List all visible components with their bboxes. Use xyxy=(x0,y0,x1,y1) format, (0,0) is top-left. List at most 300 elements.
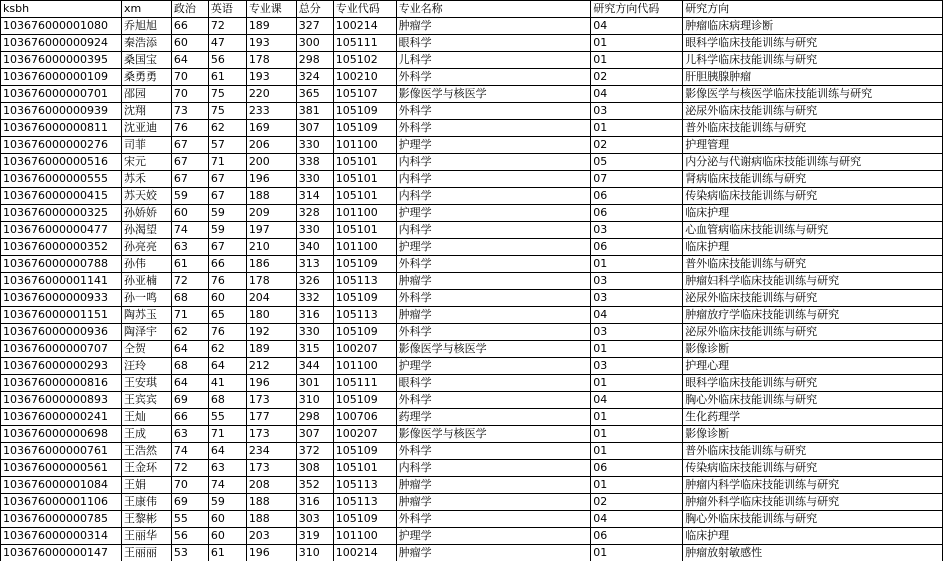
cell-english[interactable]: 64 xyxy=(208,443,246,460)
cell-major-name[interactable]: 外科学 xyxy=(396,69,591,86)
cell-major-name[interactable]: 护理学 xyxy=(396,358,591,375)
cell-direction[interactable]: 肿瘤放疗学临床技能训练与研究 xyxy=(683,307,943,324)
cell-direction-code[interactable]: 06 xyxy=(591,460,683,477)
cell-major-code[interactable]: 105113 xyxy=(333,273,396,290)
cell-direction[interactable]: 泌尿外临床技能训练与研究 xyxy=(683,290,943,307)
cell-major-course[interactable]: 212 xyxy=(246,358,296,375)
cell-direction-code[interactable]: 04 xyxy=(591,392,683,409)
cell-total[interactable]: 307 xyxy=(296,426,333,443)
cell-english[interactable]: 67 xyxy=(208,239,246,256)
cell-major-course[interactable]: 196 xyxy=(246,171,296,188)
cell-politics[interactable]: 67 xyxy=(171,154,208,171)
cell-major-course[interactable]: 186 xyxy=(246,256,296,273)
cell-total[interactable]: 314 xyxy=(296,188,333,205)
cell-ksbh[interactable]: 103676000000516 xyxy=(1,154,122,171)
cell-english[interactable]: 62 xyxy=(208,341,246,358)
cell-direction-code[interactable]: 01 xyxy=(591,120,683,137)
cell-major-code[interactable]: 105111 xyxy=(333,375,396,392)
cell-direction-code[interactable]: 04 xyxy=(591,18,683,35)
cell-ksbh[interactable]: 103676000001151 xyxy=(1,307,122,324)
cell-major-code[interactable]: 101100 xyxy=(333,528,396,545)
cell-total[interactable]: 352 xyxy=(296,477,333,494)
cell-ksbh[interactable]: 103676000000924 xyxy=(1,35,122,52)
cell-ksbh[interactable]: 103676000000147 xyxy=(1,545,122,561)
cell-major-code[interactable]: 105109 xyxy=(333,290,396,307)
cell-direction-code[interactable]: 03 xyxy=(591,290,683,307)
cell-xm[interactable]: 秦浩添 xyxy=(121,35,171,52)
cell-english[interactable]: 68 xyxy=(208,392,246,409)
cell-major-course[interactable]: 188 xyxy=(246,188,296,205)
cell-direction[interactable]: 临床护理 xyxy=(683,239,943,256)
cell-major-course[interactable]: 196 xyxy=(246,545,296,561)
cell-major-name[interactable]: 外科学 xyxy=(396,324,591,341)
cell-direction-code[interactable]: 03 xyxy=(591,222,683,239)
cell-direction[interactable]: 胸心外临床技能训练与研究 xyxy=(683,392,943,409)
cell-english[interactable]: 66 xyxy=(208,256,246,273)
cell-total[interactable]: 328 xyxy=(296,205,333,222)
cell-total[interactable]: 372 xyxy=(296,443,333,460)
cell-direction-code[interactable]: 01 xyxy=(591,545,683,561)
cell-major-course[interactable]: 180 xyxy=(246,307,296,324)
cell-english[interactable]: 60 xyxy=(208,528,246,545)
cell-politics[interactable]: 63 xyxy=(171,239,208,256)
cell-major-name[interactable]: 肿瘤学 xyxy=(396,273,591,290)
cell-ksbh[interactable]: 103676000001141 xyxy=(1,273,122,290)
cell-major-course[interactable]: 188 xyxy=(246,494,296,511)
cell-ksbh[interactable]: 103676000001080 xyxy=(1,18,122,35)
cell-ksbh[interactable]: 103676000000352 xyxy=(1,239,122,256)
cell-major-name[interactable]: 外科学 xyxy=(396,290,591,307)
cell-major-course[interactable]: 204 xyxy=(246,290,296,307)
cell-direction[interactable]: 内分泌与代谢病临床技能训练与研究 xyxy=(683,154,943,171)
cell-ksbh[interactable]: 103676000000241 xyxy=(1,409,122,426)
cell-major-code[interactable]: 105111 xyxy=(333,35,396,52)
cell-xm[interactable]: 王丽丽 xyxy=(121,545,171,561)
cell-direction-code[interactable]: 01 xyxy=(591,375,683,392)
cell-english[interactable]: 71 xyxy=(208,154,246,171)
cell-direction-code[interactable]: 03 xyxy=(591,103,683,120)
cell-politics[interactable]: 73 xyxy=(171,103,208,120)
cell-politics[interactable]: 68 xyxy=(171,290,208,307)
cell-total[interactable]: 315 xyxy=(296,341,333,358)
cell-xm[interactable]: 桑勇勇 xyxy=(121,69,171,86)
cell-major-code[interactable]: 105109 xyxy=(333,256,396,273)
cell-total[interactable]: 298 xyxy=(296,409,333,426)
cell-direction-code[interactable]: 03 xyxy=(591,324,683,341)
header-cell-politics[interactable]: 政治 xyxy=(171,1,208,18)
cell-major-code[interactable]: 105109 xyxy=(333,392,396,409)
cell-major-course[interactable]: 178 xyxy=(246,52,296,69)
cell-xm[interactable]: 王成 xyxy=(121,426,171,443)
cell-english[interactable]: 65 xyxy=(208,307,246,324)
cell-direction[interactable]: 心血管病临床技能训练与研究 xyxy=(683,222,943,239)
cell-direction[interactable]: 眼科学临床技能训练与研究 xyxy=(683,35,943,52)
cell-major-code[interactable]: 105109 xyxy=(333,103,396,120)
cell-total[interactable]: 310 xyxy=(296,545,333,561)
cell-major-course[interactable]: 192 xyxy=(246,324,296,341)
cell-xm[interactable]: 王安琪 xyxy=(121,375,171,392)
cell-english[interactable]: 56 xyxy=(208,52,246,69)
cell-direction[interactable]: 肝胆胰腺肿瘤 xyxy=(683,69,943,86)
cell-major-course[interactable]: 220 xyxy=(246,86,296,103)
cell-total[interactable]: 316 xyxy=(296,307,333,324)
cell-major-course[interactable]: 189 xyxy=(246,341,296,358)
cell-major-code[interactable]: 105101 xyxy=(333,171,396,188)
cell-english[interactable]: 71 xyxy=(208,426,246,443)
cell-xm[interactable]: 桑国宝 xyxy=(121,52,171,69)
cell-major-code[interactable]: 100214 xyxy=(333,545,396,561)
cell-major-name[interactable]: 护理学 xyxy=(396,137,591,154)
cell-xm[interactable]: 沈翔 xyxy=(121,103,171,120)
cell-direction[interactable]: 普外临床技能训练与研究 xyxy=(683,443,943,460)
cell-english[interactable]: 67 xyxy=(208,171,246,188)
cell-major-code[interactable]: 105107 xyxy=(333,86,396,103)
cell-ksbh[interactable]: 103676000000561 xyxy=(1,460,122,477)
header-cell-major-name[interactable]: 专业名称 xyxy=(396,1,591,18)
cell-politics[interactable]: 68 xyxy=(171,358,208,375)
cell-ksbh[interactable]: 103676000000325 xyxy=(1,205,122,222)
cell-total[interactable]: 313 xyxy=(296,256,333,273)
cell-direction[interactable]: 临床护理 xyxy=(683,528,943,545)
cell-major-name[interactable]: 护理学 xyxy=(396,239,591,256)
cell-politics[interactable]: 69 xyxy=(171,392,208,409)
cell-major-code[interactable]: 105101 xyxy=(333,154,396,171)
cell-english[interactable]: 41 xyxy=(208,375,246,392)
cell-major-name[interactable]: 外科学 xyxy=(396,443,591,460)
cell-major-name[interactable]: 内科学 xyxy=(396,460,591,477)
cell-english[interactable]: 74 xyxy=(208,477,246,494)
cell-major-course[interactable]: 193 xyxy=(246,35,296,52)
cell-major-code[interactable]: 105101 xyxy=(333,460,396,477)
cell-politics[interactable]: 74 xyxy=(171,443,208,460)
cell-major-code[interactable]: 100706 xyxy=(333,409,396,426)
cell-direction[interactable]: 生化药理学 xyxy=(683,409,943,426)
cell-xm[interactable]: 沈亚迪 xyxy=(121,120,171,137)
cell-major-name[interactable]: 肿瘤学 xyxy=(396,477,591,494)
cell-total[interactable]: 344 xyxy=(296,358,333,375)
cell-total[interactable]: 298 xyxy=(296,52,333,69)
cell-xm[interactable]: 王丽华 xyxy=(121,528,171,545)
cell-politics[interactable]: 63 xyxy=(171,426,208,443)
cell-major-course[interactable]: 173 xyxy=(246,460,296,477)
cell-ksbh[interactable]: 103676000000276 xyxy=(1,137,122,154)
cell-total[interactable]: 308 xyxy=(296,460,333,477)
cell-direction-code[interactable]: 04 xyxy=(591,86,683,103)
cell-major-name[interactable]: 护理学 xyxy=(396,205,591,222)
cell-major-code[interactable]: 105109 xyxy=(333,324,396,341)
cell-major-name[interactable]: 内科学 xyxy=(396,188,591,205)
cell-xm[interactable]: 陶苏玉 xyxy=(121,307,171,324)
cell-major-code[interactable]: 105101 xyxy=(333,188,396,205)
cell-direction[interactable]: 肿瘤放射敏感性 xyxy=(683,545,943,561)
cell-major-name[interactable]: 眼科学 xyxy=(396,35,591,52)
cell-xm[interactable]: 苏禾 xyxy=(121,171,171,188)
cell-direction-code[interactable]: 02 xyxy=(591,69,683,86)
cell-politics[interactable]: 60 xyxy=(171,205,208,222)
cell-english[interactable]: 67 xyxy=(208,188,246,205)
cell-politics[interactable]: 70 xyxy=(171,86,208,103)
cell-direction[interactable]: 泌尿外临床技能训练与研究 xyxy=(683,103,943,120)
cell-xm[interactable]: 孙一鸣 xyxy=(121,290,171,307)
cell-major-code[interactable]: 100210 xyxy=(333,69,396,86)
cell-politics[interactable]: 72 xyxy=(171,460,208,477)
cell-major-name[interactable]: 药理学 xyxy=(396,409,591,426)
cell-ksbh[interactable]: 103676000000555 xyxy=(1,171,122,188)
cell-direction-code[interactable]: 03 xyxy=(591,273,683,290)
cell-politics[interactable]: 76 xyxy=(171,120,208,137)
cell-ksbh[interactable]: 103676000000293 xyxy=(1,358,122,375)
cell-ksbh[interactable]: 103676000000893 xyxy=(1,392,122,409)
cell-total[interactable]: 330 xyxy=(296,324,333,341)
cell-major-name[interactable]: 外科学 xyxy=(396,392,591,409)
cell-major-course[interactable]: 173 xyxy=(246,426,296,443)
cell-direction[interactable]: 普外临床技能训练与研究 xyxy=(683,120,943,137)
cell-english[interactable]: 57 xyxy=(208,137,246,154)
cell-major-course[interactable]: 196 xyxy=(246,375,296,392)
header-cell-total[interactable]: 总分 xyxy=(296,1,333,18)
cell-english[interactable]: 64 xyxy=(208,358,246,375)
cell-english[interactable]: 59 xyxy=(208,494,246,511)
cell-total[interactable]: 319 xyxy=(296,528,333,545)
cell-ksbh[interactable]: 103676000000395 xyxy=(1,52,122,69)
cell-english[interactable]: 75 xyxy=(208,86,246,103)
cell-politics[interactable]: 53 xyxy=(171,545,208,561)
header-cell-ksbh[interactable]: ksbh xyxy=(1,1,122,18)
cell-direction-code[interactable]: 06 xyxy=(591,528,683,545)
cell-direction[interactable]: 肿瘤外科学临床技能训练与研究 xyxy=(683,494,943,511)
cell-major-course[interactable]: 209 xyxy=(246,205,296,222)
cell-total[interactable]: 310 xyxy=(296,392,333,409)
cell-xm[interactable]: 孙伟 xyxy=(121,256,171,273)
cell-major-code[interactable]: 105109 xyxy=(333,511,396,528)
cell-major-name[interactable]: 内科学 xyxy=(396,171,591,188)
cell-major-name[interactable]: 影像医学与核医学 xyxy=(396,426,591,443)
cell-politics[interactable]: 69 xyxy=(171,494,208,511)
cell-ksbh[interactable]: 103676000000788 xyxy=(1,256,122,273)
cell-direction-code[interactable]: 06 xyxy=(591,239,683,256)
cell-english[interactable]: 47 xyxy=(208,35,246,52)
cell-major-code[interactable]: 101100 xyxy=(333,137,396,154)
cell-total[interactable]: 330 xyxy=(296,171,333,188)
cell-direction[interactable]: 肿瘤内科学临床技能训练与研究 xyxy=(683,477,943,494)
cell-politics[interactable]: 56 xyxy=(171,528,208,545)
cell-politics[interactable]: 64 xyxy=(171,375,208,392)
cell-english[interactable]: 59 xyxy=(208,222,246,239)
cell-total[interactable]: 332 xyxy=(296,290,333,307)
cell-english[interactable]: 76 xyxy=(208,273,246,290)
cell-direction[interactable]: 胸心外临床技能训练与研究 xyxy=(683,511,943,528)
cell-total[interactable]: 303 xyxy=(296,511,333,528)
cell-xm[interactable]: 陶泽宇 xyxy=(121,324,171,341)
cell-direction-code[interactable]: 01 xyxy=(591,477,683,494)
cell-english[interactable]: 61 xyxy=(208,545,246,561)
cell-direction-code[interactable]: 01 xyxy=(591,52,683,69)
cell-major-course[interactable]: 197 xyxy=(246,222,296,239)
cell-politics[interactable]: 66 xyxy=(171,18,208,35)
cell-ksbh[interactable]: 103676000001084 xyxy=(1,477,122,494)
cell-total[interactable]: 307 xyxy=(296,120,333,137)
cell-direction[interactable]: 护理管理 xyxy=(683,137,943,154)
cell-major-course[interactable]: 234 xyxy=(246,443,296,460)
cell-ksbh[interactable]: 103676000000415 xyxy=(1,188,122,205)
cell-direction-code[interactable]: 01 xyxy=(591,256,683,273)
cell-direction[interactable]: 儿科学临床技能训练与研究 xyxy=(683,52,943,69)
cell-major-course[interactable]: 193 xyxy=(246,69,296,86)
cell-direction[interactable]: 普外临床技能训练与研究 xyxy=(683,256,943,273)
cell-major-course[interactable]: 210 xyxy=(246,239,296,256)
header-cell-major-course[interactable]: 专业课 xyxy=(246,1,296,18)
cell-xm[interactable]: 仝贺 xyxy=(121,341,171,358)
cell-ksbh[interactable]: 103676000000936 xyxy=(1,324,122,341)
cell-total[interactable]: 340 xyxy=(296,239,333,256)
cell-direction[interactable]: 影像诊断 xyxy=(683,426,943,443)
header-cell-xm[interactable]: xm xyxy=(121,1,171,18)
cell-politics[interactable]: 60 xyxy=(171,35,208,52)
cell-politics[interactable]: 64 xyxy=(171,52,208,69)
cell-major-name[interactable]: 肿瘤学 xyxy=(396,307,591,324)
cell-xm[interactable]: 王黎彬 xyxy=(121,511,171,528)
cell-direction-code[interactable]: 02 xyxy=(591,494,683,511)
cell-direction-code[interactable]: 04 xyxy=(591,511,683,528)
cell-direction[interactable]: 肿瘤妇科学临床技能训练与研究 xyxy=(683,273,943,290)
cell-major-code[interactable]: 105113 xyxy=(333,477,396,494)
cell-politics[interactable]: 55 xyxy=(171,511,208,528)
cell-major-name[interactable]: 外科学 xyxy=(396,511,591,528)
cell-direction[interactable]: 临床护理 xyxy=(683,205,943,222)
cell-major-course[interactable]: 177 xyxy=(246,409,296,426)
cell-ksbh[interactable]: 103676000000811 xyxy=(1,120,122,137)
cell-politics[interactable]: 67 xyxy=(171,171,208,188)
cell-ksbh[interactable]: 103676000000477 xyxy=(1,222,122,239)
cell-direction-code[interactable]: 01 xyxy=(591,426,683,443)
cell-major-code[interactable]: 100214 xyxy=(333,18,396,35)
cell-direction-code[interactable]: 06 xyxy=(591,188,683,205)
header-cell-direction-code[interactable]: 研究方向代码 xyxy=(591,1,683,18)
cell-ksbh[interactable]: 103676000000785 xyxy=(1,511,122,528)
cell-direction-code[interactable]: 07 xyxy=(591,171,683,188)
cell-xm[interactable]: 王宾宾 xyxy=(121,392,171,409)
cell-major-name[interactable]: 内科学 xyxy=(396,154,591,171)
cell-direction[interactable]: 眼科学临床技能训练与研究 xyxy=(683,375,943,392)
cell-major-code[interactable]: 101100 xyxy=(333,239,396,256)
cell-major-name[interactable]: 外科学 xyxy=(396,103,591,120)
cell-english[interactable]: 75 xyxy=(208,103,246,120)
cell-english[interactable]: 61 xyxy=(208,69,246,86)
cell-major-name[interactable]: 影像医学与核医学 xyxy=(396,341,591,358)
cell-major-course[interactable]: 189 xyxy=(246,18,296,35)
cell-total[interactable]: 324 xyxy=(296,69,333,86)
cell-english[interactable]: 72 xyxy=(208,18,246,35)
cell-major-code[interactable]: 105101 xyxy=(333,222,396,239)
cell-politics[interactable]: 66 xyxy=(171,409,208,426)
cell-direction[interactable]: 影像医学与核医学临床技能训练与研究 xyxy=(683,86,943,103)
cell-english[interactable]: 76 xyxy=(208,324,246,341)
cell-major-course[interactable]: 169 xyxy=(246,120,296,137)
cell-direction-code[interactable]: 01 xyxy=(591,341,683,358)
cell-xm[interactable]: 王浩然 xyxy=(121,443,171,460)
cell-xm[interactable]: 孙亮亮 xyxy=(121,239,171,256)
cell-major-name[interactable]: 儿科学 xyxy=(396,52,591,69)
cell-major-course[interactable]: 188 xyxy=(246,511,296,528)
cell-direction[interactable]: 传染病临床技能训练与研究 xyxy=(683,188,943,205)
cell-major-course[interactable]: 206 xyxy=(246,137,296,154)
cell-direction[interactable]: 肾病临床技能训练与研究 xyxy=(683,171,943,188)
cell-xm[interactable]: 邵园 xyxy=(121,86,171,103)
cell-total[interactable]: 301 xyxy=(296,375,333,392)
cell-politics[interactable]: 59 xyxy=(171,188,208,205)
cell-total[interactable]: 326 xyxy=(296,273,333,290)
cell-major-code[interactable]: 105109 xyxy=(333,443,396,460)
cell-major-course[interactable]: 173 xyxy=(246,392,296,409)
cell-major-code[interactable]: 105109 xyxy=(333,120,396,137)
cell-politics[interactable]: 62 xyxy=(171,324,208,341)
cell-direction-code[interactable]: 03 xyxy=(591,358,683,375)
cell-total[interactable]: 330 xyxy=(296,222,333,239)
cell-ksbh[interactable]: 103676000000698 xyxy=(1,426,122,443)
cell-direction-code[interactable]: 01 xyxy=(591,35,683,52)
cell-xm[interactable]: 王娟 xyxy=(121,477,171,494)
header-cell-direction[interactable]: 研究方向 xyxy=(683,1,943,18)
cell-ksbh[interactable]: 103676000000707 xyxy=(1,341,122,358)
cell-ksbh[interactable]: 103676000000939 xyxy=(1,103,122,120)
cell-xm[interactable]: 汪玲 xyxy=(121,358,171,375)
cell-xm[interactable]: 孙渴望 xyxy=(121,222,171,239)
cell-direction-code[interactable]: 01 xyxy=(591,409,683,426)
cell-major-name[interactable]: 肿瘤学 xyxy=(396,18,591,35)
cell-major-name[interactable]: 眼科学 xyxy=(396,375,591,392)
cell-direction-code[interactable]: 02 xyxy=(591,137,683,154)
cell-major-course[interactable]: 203 xyxy=(246,528,296,545)
cell-direction-code[interactable]: 06 xyxy=(591,205,683,222)
cell-english[interactable]: 62 xyxy=(208,120,246,137)
cell-xm[interactable]: 孙娇娇 xyxy=(121,205,171,222)
cell-total[interactable]: 365 xyxy=(296,86,333,103)
cell-major-name[interactable]: 护理学 xyxy=(396,528,591,545)
cell-politics[interactable]: 67 xyxy=(171,137,208,154)
cell-ksbh[interactable]: 103676000000816 xyxy=(1,375,122,392)
cell-english[interactable]: 63 xyxy=(208,460,246,477)
cell-xm[interactable]: 王灿 xyxy=(121,409,171,426)
cell-politics[interactable]: 64 xyxy=(171,341,208,358)
cell-xm[interactable]: 孙亚楠 xyxy=(121,273,171,290)
cell-major-code[interactable]: 100207 xyxy=(333,341,396,358)
cell-total[interactable]: 300 xyxy=(296,35,333,52)
cell-major-course[interactable]: 200 xyxy=(246,154,296,171)
cell-major-code[interactable]: 105113 xyxy=(333,307,396,324)
cell-direction[interactable]: 护理心理 xyxy=(683,358,943,375)
cell-ksbh[interactable]: 103676000000314 xyxy=(1,528,122,545)
cell-major-name[interactable]: 内科学 xyxy=(396,222,591,239)
cell-english[interactable]: 55 xyxy=(208,409,246,426)
cell-major-name[interactable]: 外科学 xyxy=(396,120,591,137)
cell-major-course[interactable]: 178 xyxy=(246,273,296,290)
cell-major-code[interactable]: 101100 xyxy=(333,205,396,222)
cell-direction[interactable]: 影像诊断 xyxy=(683,341,943,358)
cell-politics[interactable]: 70 xyxy=(171,477,208,494)
cell-major-name[interactable]: 影像医学与核医学 xyxy=(396,86,591,103)
cell-english[interactable]: 60 xyxy=(208,511,246,528)
cell-english[interactable]: 59 xyxy=(208,205,246,222)
cell-ksbh[interactable]: 103676000001106 xyxy=(1,494,122,511)
cell-total[interactable]: 327 xyxy=(296,18,333,35)
cell-xm[interactable]: 王金环 xyxy=(121,460,171,477)
cell-direction[interactable]: 传染病临床技能训练与研究 xyxy=(683,460,943,477)
cell-major-code[interactable]: 100207 xyxy=(333,426,396,443)
cell-total[interactable]: 330 xyxy=(296,137,333,154)
cell-total[interactable]: 338 xyxy=(296,154,333,171)
cell-xm[interactable]: 苏天姣 xyxy=(121,188,171,205)
cell-direction[interactable]: 泌尿外临床技能训练与研究 xyxy=(683,324,943,341)
